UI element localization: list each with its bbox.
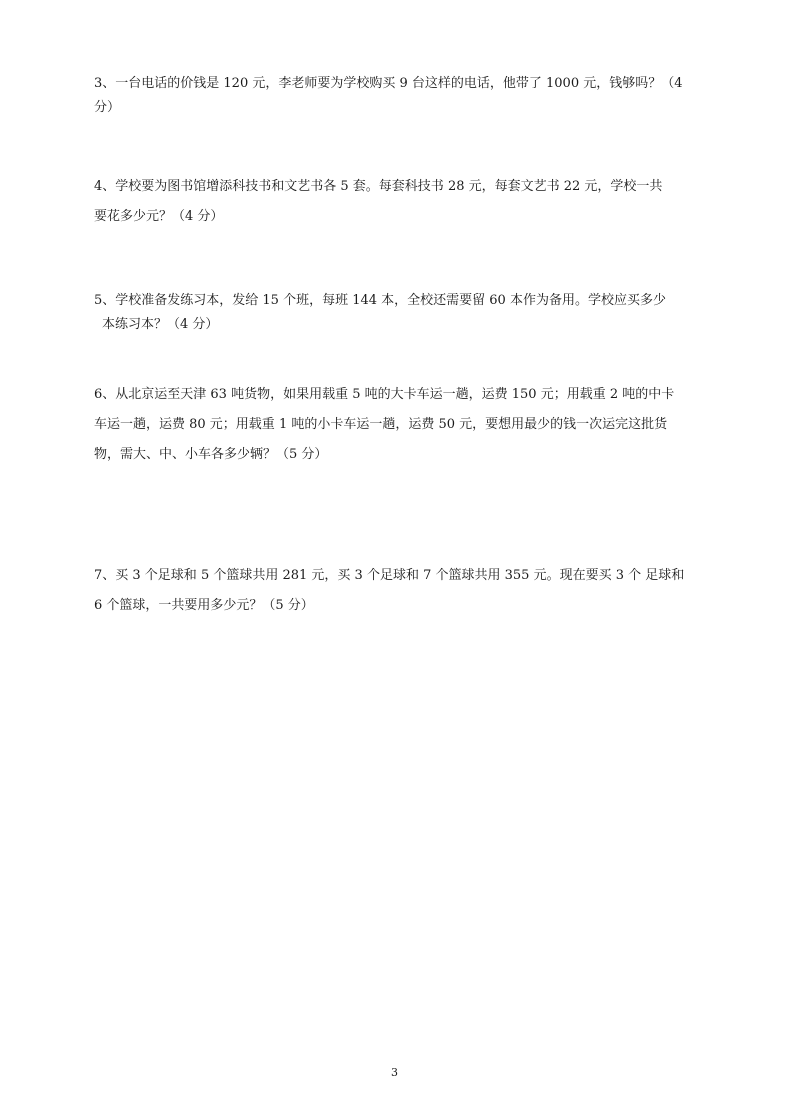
- question-5: [94, 289, 702, 337]
- question-6-line-3: 物，需大、中、小车各多少辆？（5 分）: [94, 447, 328, 462]
- question-4: [94, 172, 702, 232]
- question-3: [94, 72, 702, 120]
- question-7: [94, 561, 702, 621]
- question-6: [94, 380, 702, 470]
- question-3-line-1: 3、一台电话的价钱是 120 元，李老师要为学校购买 9 台这样的电话，他带了 1000 元，钱够吗？（4: [94, 76, 683, 91]
- question-4-line-2: 要花多少元？（4 分）: [94, 209, 224, 224]
- question-7-line-2: 6 个篮球，一共要用多少元？（5 分）: [94, 598, 314, 613]
- question-5-line-2: 本练习本？（4 分）: [102, 317, 219, 332]
- question-5-line-1: 5、学校准备发练习本，发给 15 个班，每班 144 本，全校还需要留 60 本作为备用。学校应买多少: [94, 293, 666, 308]
- question-4-line-1: 4、学校要为图书馆增添科技书和文艺书各 5 套。每套科技书 28 元，每套文艺书 22 元，学校一共: [94, 179, 663, 194]
- question-7-line-1: 7、买 3 个足球和 5 个篮球共用 281 元，买 3 个足球和 7 个篮球共用 355 元。现在要买 3 个 足球和: [94, 568, 685, 583]
- page-number: 3: [391, 1066, 398, 1079]
- question-3-line-2: 分）: [94, 100, 121, 115]
- question-6-line-1: 6、从北京运至天津 63 吨货物，如果用载重 5 吨的大卡车运一趟，运费 150 元；用载重 2 吨的中卡: [94, 387, 675, 402]
- question-6-line-2: 车运一趟，运费 80 元；用载重 1 吨的小卡车运一趟，运费 50 元，要想用最少的钱一次运完这批货: [94, 417, 668, 432]
